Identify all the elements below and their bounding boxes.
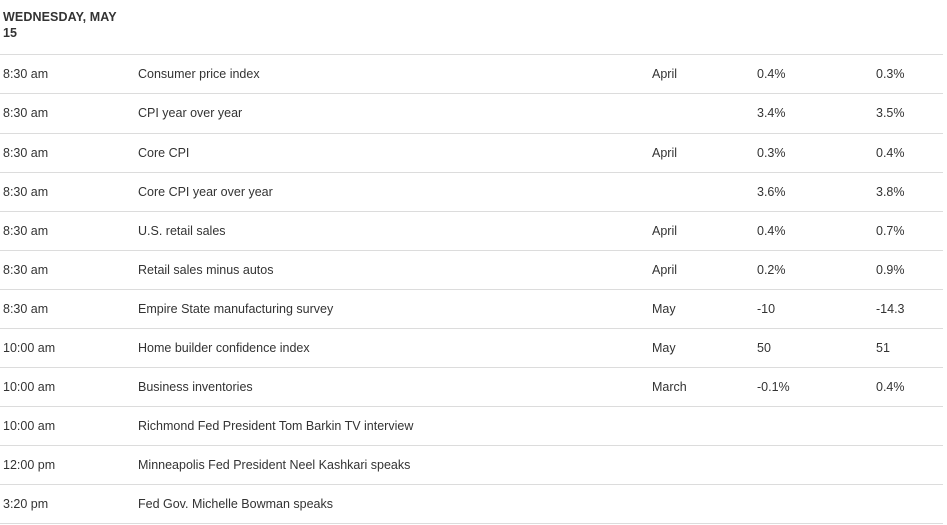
event-period: April (652, 67, 678, 81)
table-row (0, 134, 943, 173)
event-name: Home builder confidence index (138, 341, 310, 355)
event-time: 8:30 am (3, 106, 49, 120)
table-row (0, 212, 943, 251)
event-forecast: 0.4% (757, 67, 786, 81)
day-header (0, 0, 943, 55)
event-previous: 0.3% (876, 67, 905, 81)
event-time: 10:00 am (3, 419, 56, 433)
event-forecast: 0.2% (757, 263, 786, 277)
table-row (0, 251, 943, 290)
event-name: Minneapolis Fed President Neel Kashkari speaks (138, 458, 411, 472)
event-time: 8:30 am (3, 67, 49, 81)
event-forecast: 3.4% (757, 106, 786, 120)
event-forecast: 0.4% (757, 224, 786, 238)
event-previous: 0.7% (876, 224, 905, 238)
event-forecast: -0.1% (757, 380, 790, 394)
calendar-rows (0, 55, 943, 524)
event-period: May (652, 302, 676, 316)
event-previous: 3.5% (876, 106, 905, 120)
table-row (0, 55, 943, 94)
event-time: 8:30 am (3, 224, 49, 238)
event-previous: 51 (876, 341, 890, 355)
event-forecast: -10 (757, 302, 776, 316)
event-name: Empire State manufacturing survey (138, 302, 334, 316)
event-previous: 0.4% (876, 146, 905, 160)
event-previous: 0.4% (876, 380, 905, 394)
table-row (0, 329, 943, 368)
day-title: WEDNESDAY, MAY 15 (3, 10, 117, 40)
event-time: 8:30 am (3, 263, 49, 277)
table-row (0, 290, 943, 329)
event-name: Core CPI year over year (138, 185, 273, 199)
event-time: 10:00 am (3, 341, 56, 355)
event-forecast: 0.3% (757, 146, 786, 160)
event-name: Retail sales minus autos (138, 263, 274, 277)
event-time: 10:00 am (3, 380, 56, 394)
event-period: May (652, 341, 676, 355)
event-period: March (652, 380, 687, 394)
event-period: April (652, 146, 678, 160)
table-row (0, 368, 943, 407)
event-forecast: 50 (757, 341, 771, 355)
event-period: April (652, 263, 678, 277)
event-previous: 3.8% (876, 185, 905, 199)
table-row (0, 173, 943, 212)
event-name: Consumer price index (138, 67, 260, 81)
event-time: 3:20 pm (3, 497, 49, 511)
event-time: 8:30 am (3, 185, 49, 199)
event-previous: -14.3 (876, 302, 905, 316)
event-name: U.S. retail sales (138, 224, 226, 238)
event-time: 8:30 am (3, 146, 49, 160)
event-period: April (652, 224, 678, 238)
table-row (0, 94, 943, 134)
event-time: 8:30 am (3, 302, 49, 316)
table-row (0, 485, 943, 524)
event-name: Fed Gov. Michelle Bowman speaks (138, 497, 333, 511)
table-row (0, 446, 943, 485)
event-name: Core CPI (138, 146, 190, 160)
event-previous: 0.9% (876, 263, 905, 277)
table-row (0, 407, 943, 446)
event-time: 12:00 pm (3, 458, 56, 472)
event-name: Business inventories (138, 380, 253, 394)
event-name: CPI year over year (138, 106, 243, 120)
event-forecast: 3.6% (757, 185, 786, 199)
event-name: Richmond Fed President Tom Barkin TV interview (138, 419, 414, 433)
